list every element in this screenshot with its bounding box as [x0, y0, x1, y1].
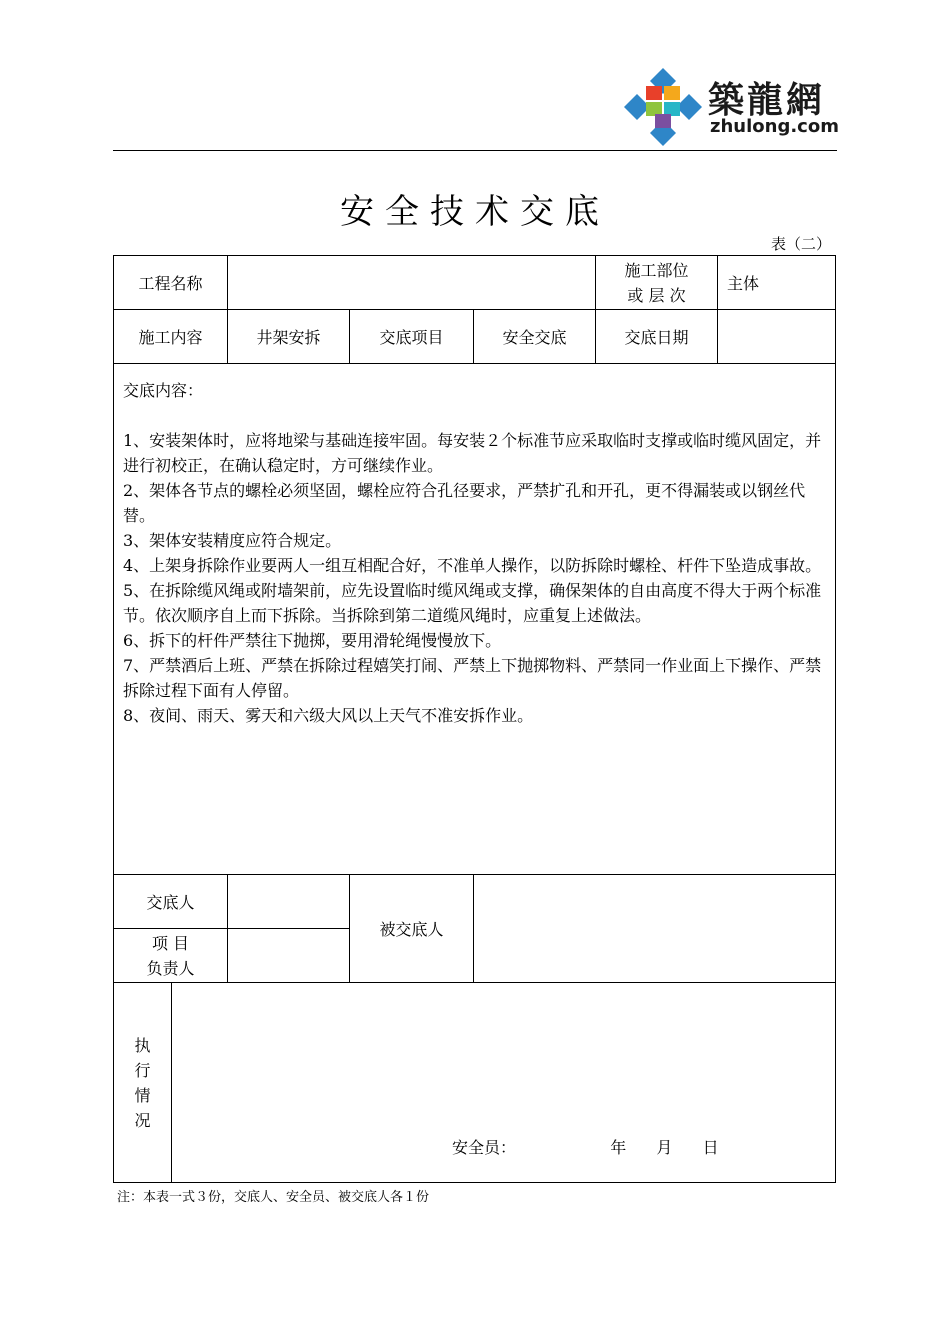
work-content-value: 井架安拆	[228, 310, 350, 364]
receiver-label: 被交底人	[350, 875, 474, 983]
header-rule	[113, 150, 837, 151]
logo	[622, 66, 837, 148]
content-item: 6、拆下的杆件严禁往下抛掷，要用滑轮绳慢慢放下。	[123, 631, 502, 650]
execution-area	[172, 983, 836, 1183]
zhulong-logo-icon	[622, 66, 704, 148]
form-number: 表（二）	[770, 235, 831, 253]
content-item: 2、架体各节点的螺栓必须坚固，螺栓应符合孔径要求，严禁扩孔和开孔，更不得漏装或以钢丝代替。	[123, 481, 806, 525]
logo-name-cn: 築龍網	[708, 80, 826, 121]
execution-label-char: 况	[134, 1110, 151, 1130]
safety-officer-label: 安全员：	[452, 1138, 517, 1157]
content-item: 4、上架身拆除作业要两人一组互相配合好，不准单人操作，以防拆除时螺栓、杆件下坠造成事故。	[123, 556, 822, 575]
briefing-content	[114, 364, 836, 875]
work-content-label: 施工内容	[114, 310, 228, 364]
location-label	[596, 256, 718, 310]
content-item: 1、安装架体时，应将地梁与基础连接牢固。每安装２个标准节应采取临时支撑或临时缆风固定，并进行初校正，在确认稳定时，方可继续作业。	[123, 431, 822, 475]
location-value: 主体	[718, 256, 836, 310]
manager-label-line1: 项 目	[151, 933, 190, 953]
execution-label-char: 行	[134, 1060, 151, 1080]
location-label-line2: 或 层 次	[627, 285, 686, 305]
content-item: 3、架体安装精度应符合规定。	[123, 531, 342, 550]
date-value	[718, 310, 836, 364]
presenter-signature	[228, 875, 350, 929]
execution-label	[114, 983, 172, 1183]
presenter-label: 交底人	[114, 875, 228, 929]
content-item: 5、在拆除缆风绳或附墙架前，应先设置临时缆风绳或支撑，确保架体的自由高度不得大于两个标准节。依次顺序自上而下拆除。当拆除到第二道缆风绳时，应重复上述做法。	[123, 581, 822, 625]
footnote: 注：本表一式３份，交底人、安全员、被交底人各１份	[117, 1190, 430, 1205]
briefing-table	[113, 255, 836, 1183]
location-label-line1: 施工部位	[624, 260, 689, 280]
content-item: 7、严禁酒后上班、严禁在拆除过程嬉笑打闹、严禁上下抛掷物料、严禁同一作业面上下操作、严禁拆除过程下面有人停留。	[123, 656, 822, 700]
manager-label	[114, 929, 228, 983]
execution-label-char: 情	[134, 1085, 151, 1105]
receiver-signature	[474, 875, 836, 983]
item-label: 交底项目	[350, 310, 474, 364]
item-value: 安全交底	[474, 310, 596, 364]
day-label: 日	[702, 1138, 719, 1157]
month-label: 月	[656, 1138, 673, 1157]
year-label: 年	[610, 1138, 627, 1157]
safety-officer-sign	[452, 1135, 719, 1158]
content-item: 8、夜间、雨天、雾天和六级大风以上天气不准安拆作业。	[123, 706, 534, 725]
manager-label-line2: 负责人	[146, 958, 195, 978]
content-heading: 交底内容：	[123, 381, 204, 400]
date-label: 交底日期	[596, 310, 718, 364]
project-name-label: 工程名称	[114, 256, 228, 310]
execution-label-char: 执	[134, 1035, 151, 1055]
content-spacer	[123, 403, 829, 428]
project-name-value	[228, 256, 596, 310]
page-title: 安全技术交底	[340, 192, 610, 232]
manager-signature	[228, 929, 350, 983]
logo-name-en: zhulong.com	[710, 116, 839, 137]
